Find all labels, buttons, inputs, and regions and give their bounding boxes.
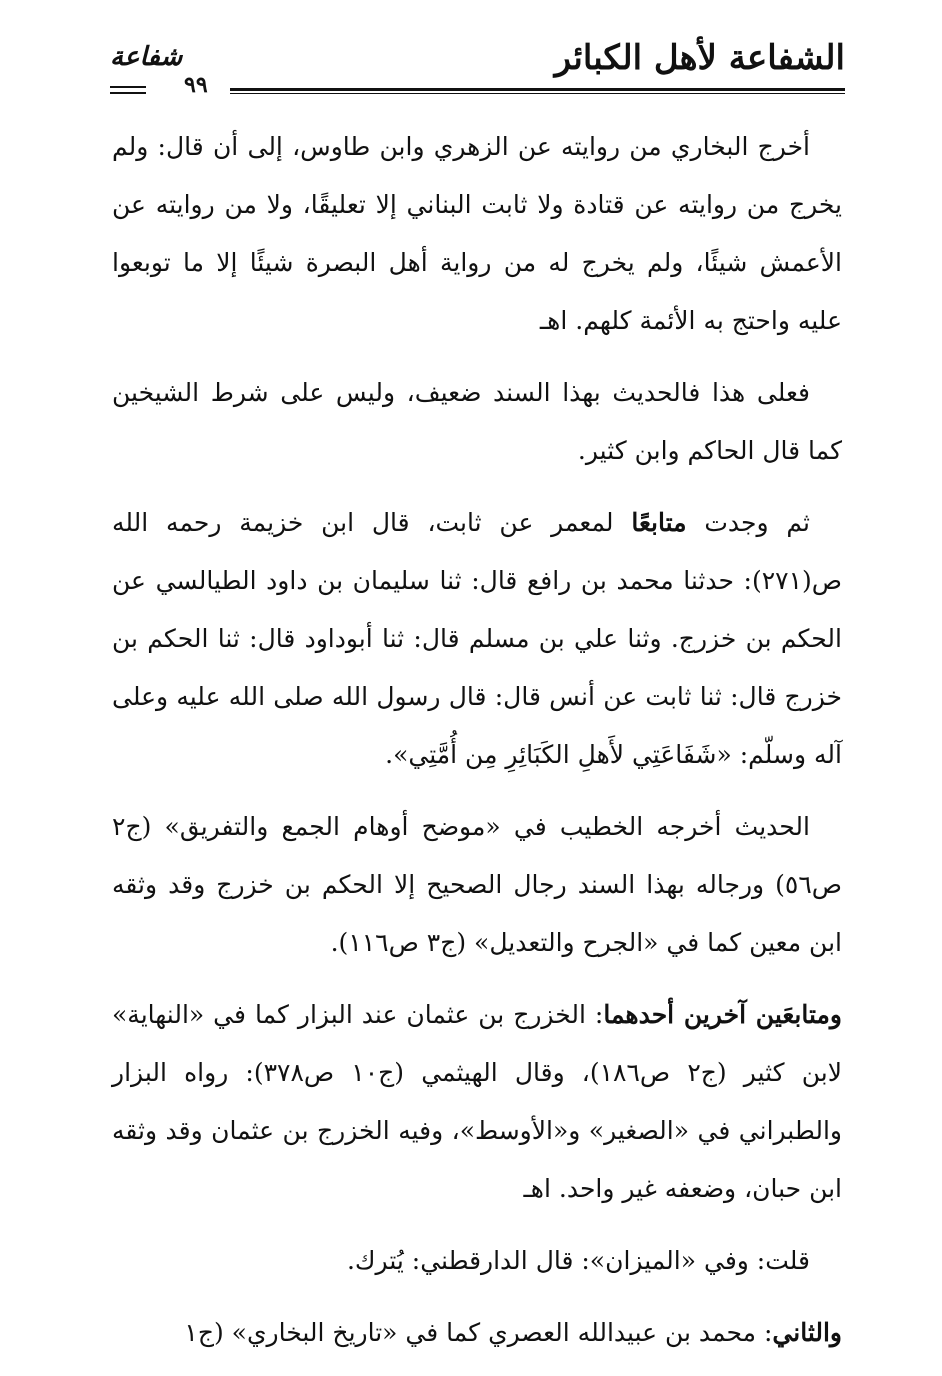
page-body bbox=[112, 118, 842, 1376]
paragraph bbox=[112, 118, 842, 350]
paragraph bbox=[112, 986, 842, 1218]
paragraph-text: الحديث أخرجه الخطيب في «موضح أوهام الجمع والتفريق» (ج٢ ص٥٦) ورجاله بهذا السند رجال الصحيح إلا الحكم بن خزرج وقد وثقه ابن معين كما في «الجرح والتعديل» (ج٣ ص١١٦). bbox=[112, 812, 842, 957]
paragraph-text: لمعمر عن ثابت، قال ابن خزيمة رحمه الله ص(٢٧١): حدثنا محمد بن رافع قال: ثنا سليمان بن داود الطيالسي عن الحكم بن خزرج. وثنا علي بن مسلم قال: ثنا أبوداود قال: ثنا الحكم بن خزرج قال: ثنا ثابت عن أنس قال: قال رسول الله صلى الله عليه وعلى آله وسلّم: «شَفَاعَتِي لأَهلِ الكَبَائِرِ مِن أُمَّتِي». bbox=[112, 508, 842, 769]
paragraph-text: أخرج البخاري من روايته عن الزهري وابن طاوس، إلى أن قال: ولم يخرج من روايته عن قتادة ولا ثابت البناني إلا تعليقًا، ولا من روايته عن الأعمش شيئًا، ولم يخرج له من رواية أهل البصرة شيئًا إلا ما توبعوا عليه واحتج به الأئمة كلهم. اهـ bbox=[112, 132, 842, 335]
paragraph-emphasis: متابعًا bbox=[631, 508, 687, 537]
header-divider-left bbox=[110, 86, 146, 88]
book-logo: شفاعة bbox=[110, 42, 183, 72]
paragraph bbox=[112, 798, 842, 972]
paragraph bbox=[112, 364, 842, 480]
paragraph-emphasis: والثاني bbox=[772, 1318, 842, 1347]
paragraph-text: : الخزرج بن عثمان عند البزار كما في «النهاية» لابن كثير (ج٢ ص١٨٦)، وقال الهيثمي (ج١٠ ص٣٧٨): رواه البزار والطبراني في «الصغير» و«الأوسط»، وفيه الخزرج بن عثمان وقد وثقه ابن حبان، وضعفه غير واحد. اهـ bbox=[112, 1000, 842, 1203]
page-title: الشفاعة لأهل الكبائر bbox=[554, 38, 845, 78]
header-divider-left bbox=[110, 92, 146, 94]
paragraph bbox=[112, 1232, 842, 1290]
paragraph bbox=[112, 494, 842, 784]
header-divider bbox=[230, 88, 845, 94]
paragraph-emphasis: ومتابعَين آخرين أحدهما bbox=[603, 1000, 843, 1029]
paragraph-text: : محمد بن عبيدالله العصري كما في «تاريخ البخاري» (ج١ bbox=[184, 1318, 773, 1347]
paragraph-text: ثم وجدت bbox=[686, 508, 810, 537]
paragraph-text: قلت: وفي «الميزان»: قال الدارقطني: يُترك. bbox=[346, 1246, 810, 1275]
running-header bbox=[110, 38, 845, 98]
paragraph-text: فعلى هذا فالحديث بهذا السند ضعيف، وليس على شرط الشيخين كما قال الحاكم وابن كثير. bbox=[112, 378, 842, 465]
page-number: ٩٩ bbox=[184, 72, 208, 98]
paragraph bbox=[112, 1304, 842, 1362]
